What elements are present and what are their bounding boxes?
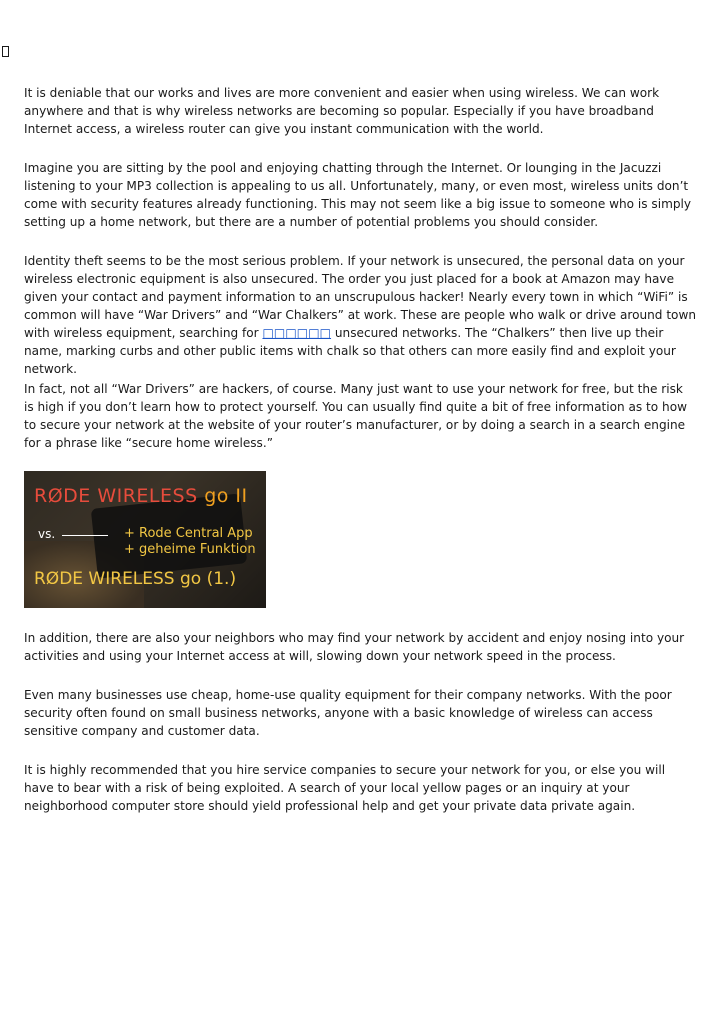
image-feature-2: + geheime Funktion (124, 542, 256, 557)
paragraph-1: It is deniable that our works and lives are more convenient and easier when using wireless. We can work anywhere and that is why wireless networks are becoming so popular. Especially if you have broadband Internet access, a wireless router can give you instant communication with the world. (24, 86, 660, 136)
paragraph-3 (24, 252, 696, 378)
paragraph-5: In addition, there are also your neighbors who may find your network by accident and enjoy nosing into your activities and using your Internet access at will, slowing down your network speed in the process. (24, 631, 685, 663)
paragraph-6: Even many businesses use cheap, home-use quality equipment for their company networks. With the poor security often found on small business networks, anyone with a basic knowledge of wireless can access sensitive company and customer data. (24, 688, 672, 738)
missing-glyph-box (2, 46, 9, 57)
paragraph-2: Imagine you are sitting by the pool and enjoying chatting through the Internet. Or lounging in the Jacuzzi listening to your MP3 collection is appealing to us all. Unfortunately, many, or even most, wireless units don’t come with security features already functioning. This may not seem like a big issue to someone who is simply setting up a home network, but there are a number of potential problems you should consider. (24, 161, 692, 229)
inline-link[interactable]: □□□□□□ (262, 326, 332, 340)
image-subtitle: RØDE WIRELESS go (1.) (34, 569, 237, 589)
image-vs-label: vs. (38, 527, 56, 541)
paragraph-7: It is highly recommended that you hire service companies to secure your network for you, or else you will have to bear with a risk of being exploited. A search of your local yellow pages or an inquiry at your neighborhood computer store should yield professional help and get your private data private again. (24, 763, 666, 813)
paragraph-3-text-after: unsecured networks. The “Chalkers” then live up their name, marking curbs and other public items with chalk so that others can more easily find and exploit your network. (24, 326, 676, 376)
article-image (24, 471, 266, 608)
image-divider-line (62, 535, 108, 536)
image-title-main: RØDE WIRELESS (34, 485, 205, 507)
image-title-version: go II (204, 485, 248, 507)
image-feature-list (124, 526, 256, 558)
image-feature-1: + Rode Central App (124, 526, 253, 541)
paragraph-3-text-before: Identity theft seems to be the most serious problem. If your network is unsecured, the personal data on your wireless electronic equipment is also unsecured. The order you just placed for a book at Amazon may have given your contact and payment information to an unscrupulous hacker! Nearly every town in which “WiFi” is common will have “War Drivers” and “War Chalkers” at work. These are people who walk or drive around town with wireless equipment, searching for (24, 254, 697, 340)
image-title (34, 485, 248, 507)
paragraph-4: In fact, not all “War Drivers” are hackers, of course. Many just want to use your network for free, but the risk is high if you don’t learn how to protect yourself. You can usually find quite a bit of free information as to how to secure your network at the website of your router’s manufacturer, or by doing a search in a search engine for a phrase like “secure home wireless.” (24, 382, 687, 450)
